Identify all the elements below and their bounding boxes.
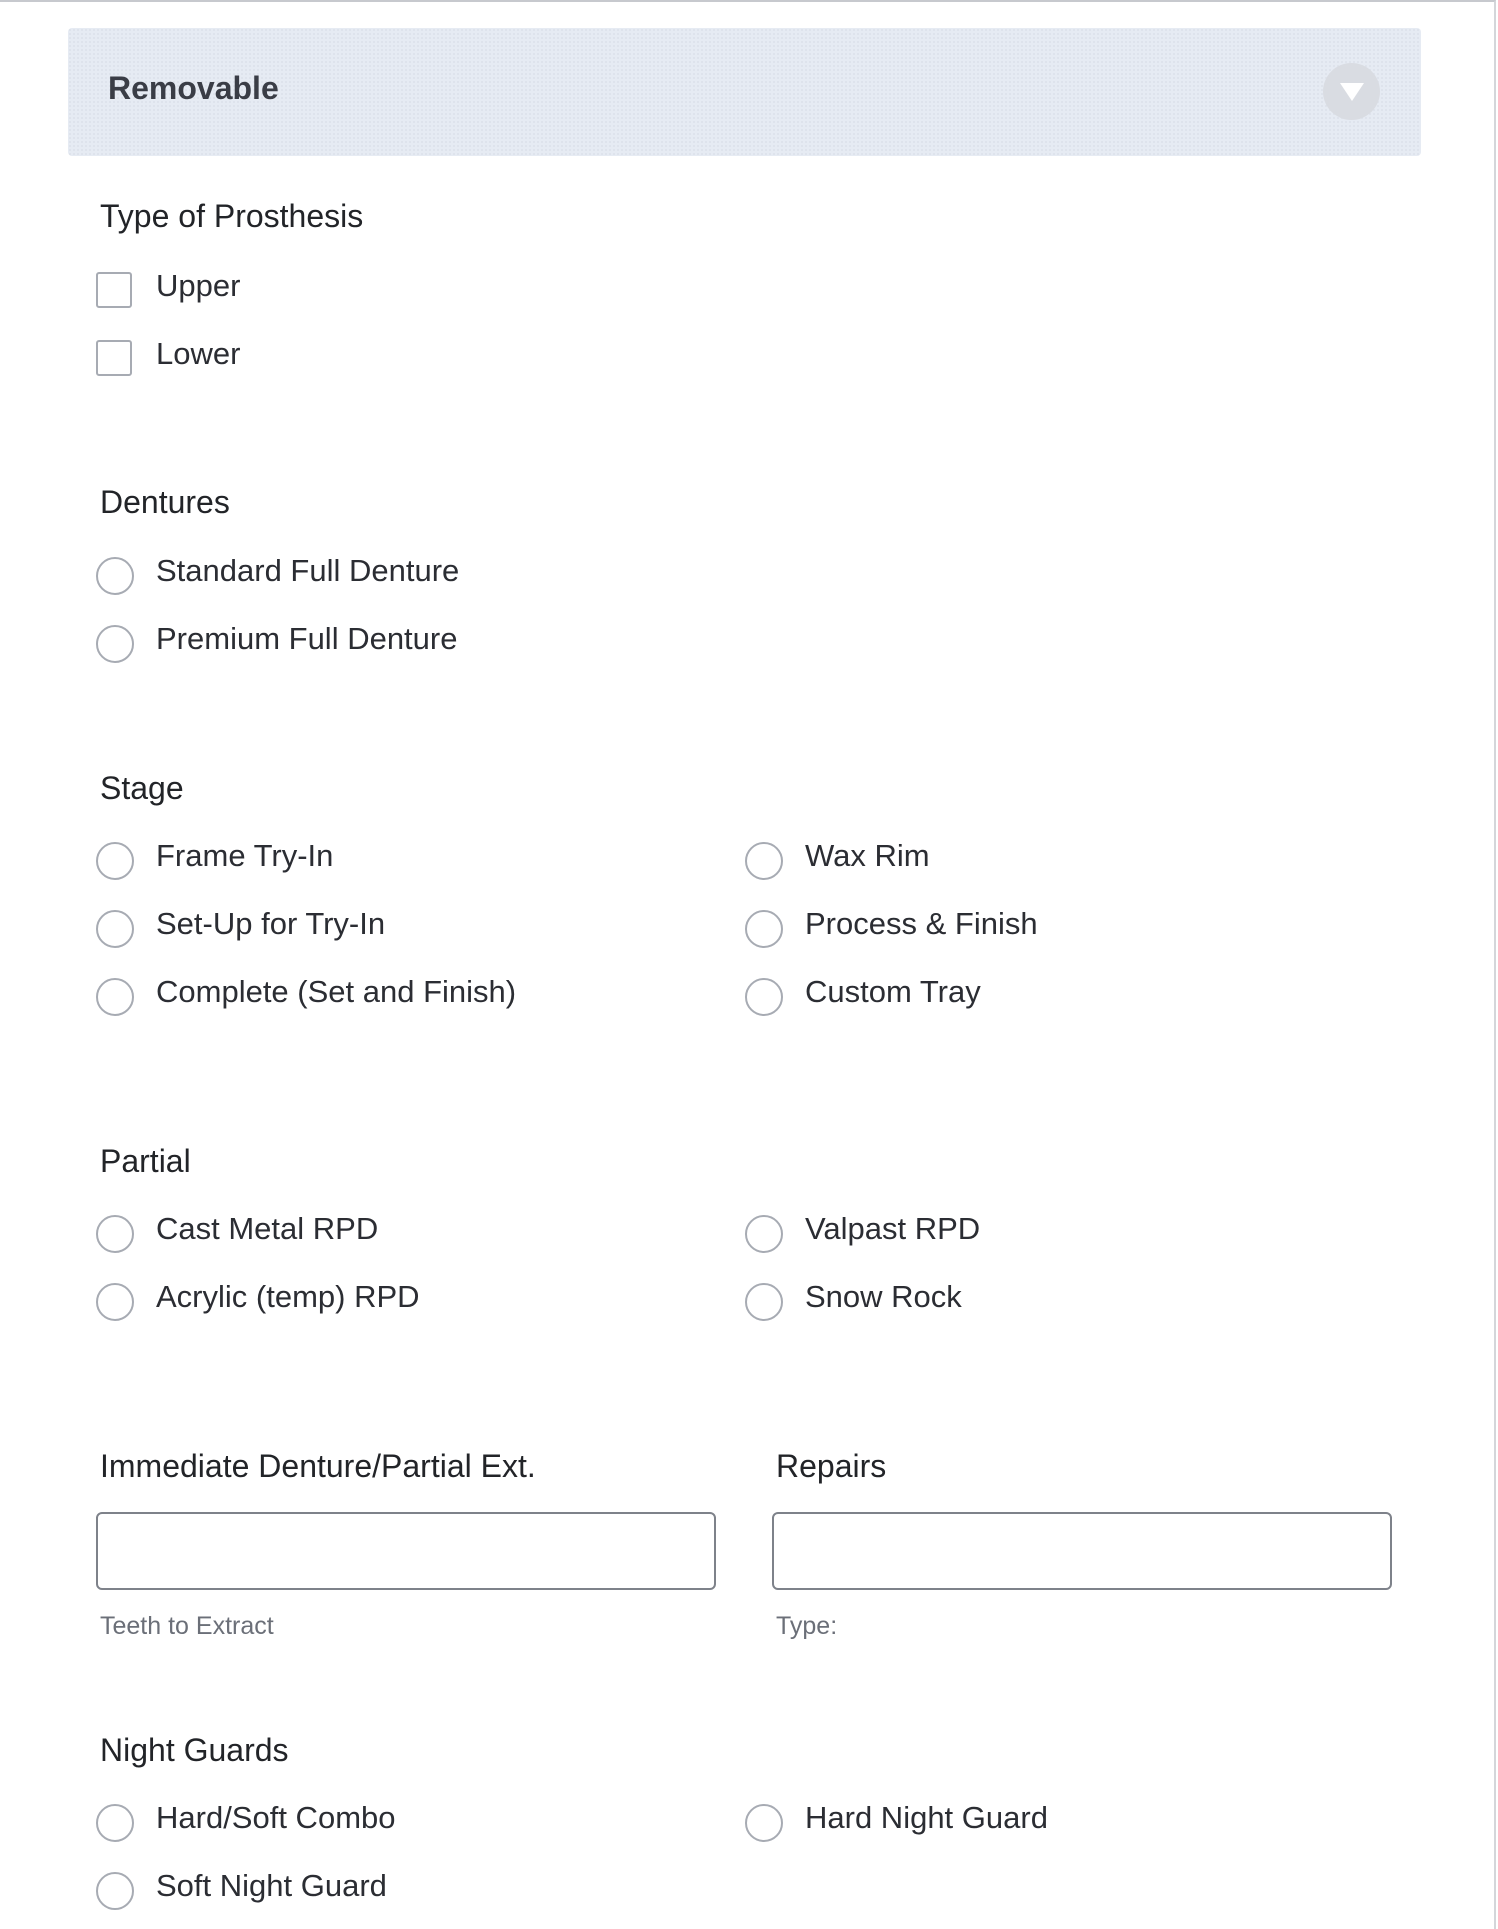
- radio-label: Cast Metal RPD: [156, 1211, 379, 1246]
- radio-circle[interactable]: [96, 1283, 134, 1321]
- teeth-to-extract-sublabel: Teeth to Extract: [100, 1612, 274, 1640]
- radio-label: Soft Night Guard: [156, 1868, 387, 1903]
- radio-circle[interactable]: [745, 842, 783, 880]
- radio-circle[interactable]: [96, 1215, 134, 1253]
- radio-label: Hard Night Guard: [805, 1800, 1048, 1835]
- radio-label: Valpast RPD: [805, 1211, 981, 1246]
- radio-circle[interactable]: [96, 557, 134, 595]
- dentures-label: Dentures: [100, 484, 230, 520]
- radio-label: Wax Rim: [805, 838, 930, 873]
- radio-label: Hard/Soft Combo: [156, 1800, 396, 1835]
- radio-circle[interactable]: [96, 978, 134, 1016]
- radio-circle[interactable]: [745, 978, 783, 1016]
- type-of-prosthesis-label: Type of Prosthesis: [100, 198, 364, 234]
- repairs-label: Repairs: [776, 1448, 887, 1484]
- radio-circle[interactable]: [96, 842, 134, 880]
- checkbox-label: Upper: [156, 268, 241, 303]
- radio-label: Set-Up for Try-In: [156, 906, 386, 941]
- radio-label: Snow Rock: [805, 1279, 962, 1314]
- repairs-type-input[interactable]: [772, 1512, 1392, 1590]
- radio-circle[interactable]: [96, 1804, 134, 1842]
- collapse-button[interactable]: [1323, 63, 1380, 120]
- immediate-denture-label: Immediate Denture/Partial Ext.: [100, 1448, 536, 1484]
- radio-label: Frame Try-In: [156, 838, 334, 873]
- checkbox-box[interactable]: [96, 340, 132, 376]
- radio-label: Complete (Set and Finish): [156, 974, 517, 1009]
- repairs-type-sublabel: Type:: [776, 1612, 838, 1640]
- radio-circle[interactable]: [745, 1283, 783, 1321]
- section-header-removable[interactable]: [68, 28, 1421, 156]
- radio-circle[interactable]: [745, 1804, 783, 1842]
- radio-label: Acrylic (temp) RPD: [156, 1279, 420, 1314]
- teeth-to-extract-input[interactable]: [96, 1512, 716, 1590]
- radio-label: Custom Tray: [805, 974, 981, 1009]
- checkbox-label: Lower: [156, 336, 241, 371]
- night-guards-label: Night Guards: [100, 1732, 289, 1768]
- stage-label: Stage: [100, 770, 184, 806]
- chevron-down-icon: [1340, 83, 1364, 101]
- partial-label: Partial: [100, 1143, 191, 1179]
- section-title: Removable: [108, 70, 279, 106]
- radio-circle[interactable]: [96, 1872, 134, 1910]
- radio-label: Premium Full Denture: [156, 621, 458, 656]
- radio-label: Standard Full Denture: [156, 553, 460, 588]
- checkbox-box[interactable]: [96, 272, 132, 308]
- radio-circle[interactable]: [745, 910, 783, 948]
- radio-circle[interactable]: [96, 910, 134, 948]
- radio-circle[interactable]: [745, 1215, 783, 1253]
- radio-circle[interactable]: [96, 625, 134, 663]
- radio-label: Process & Finish: [805, 906, 1038, 941]
